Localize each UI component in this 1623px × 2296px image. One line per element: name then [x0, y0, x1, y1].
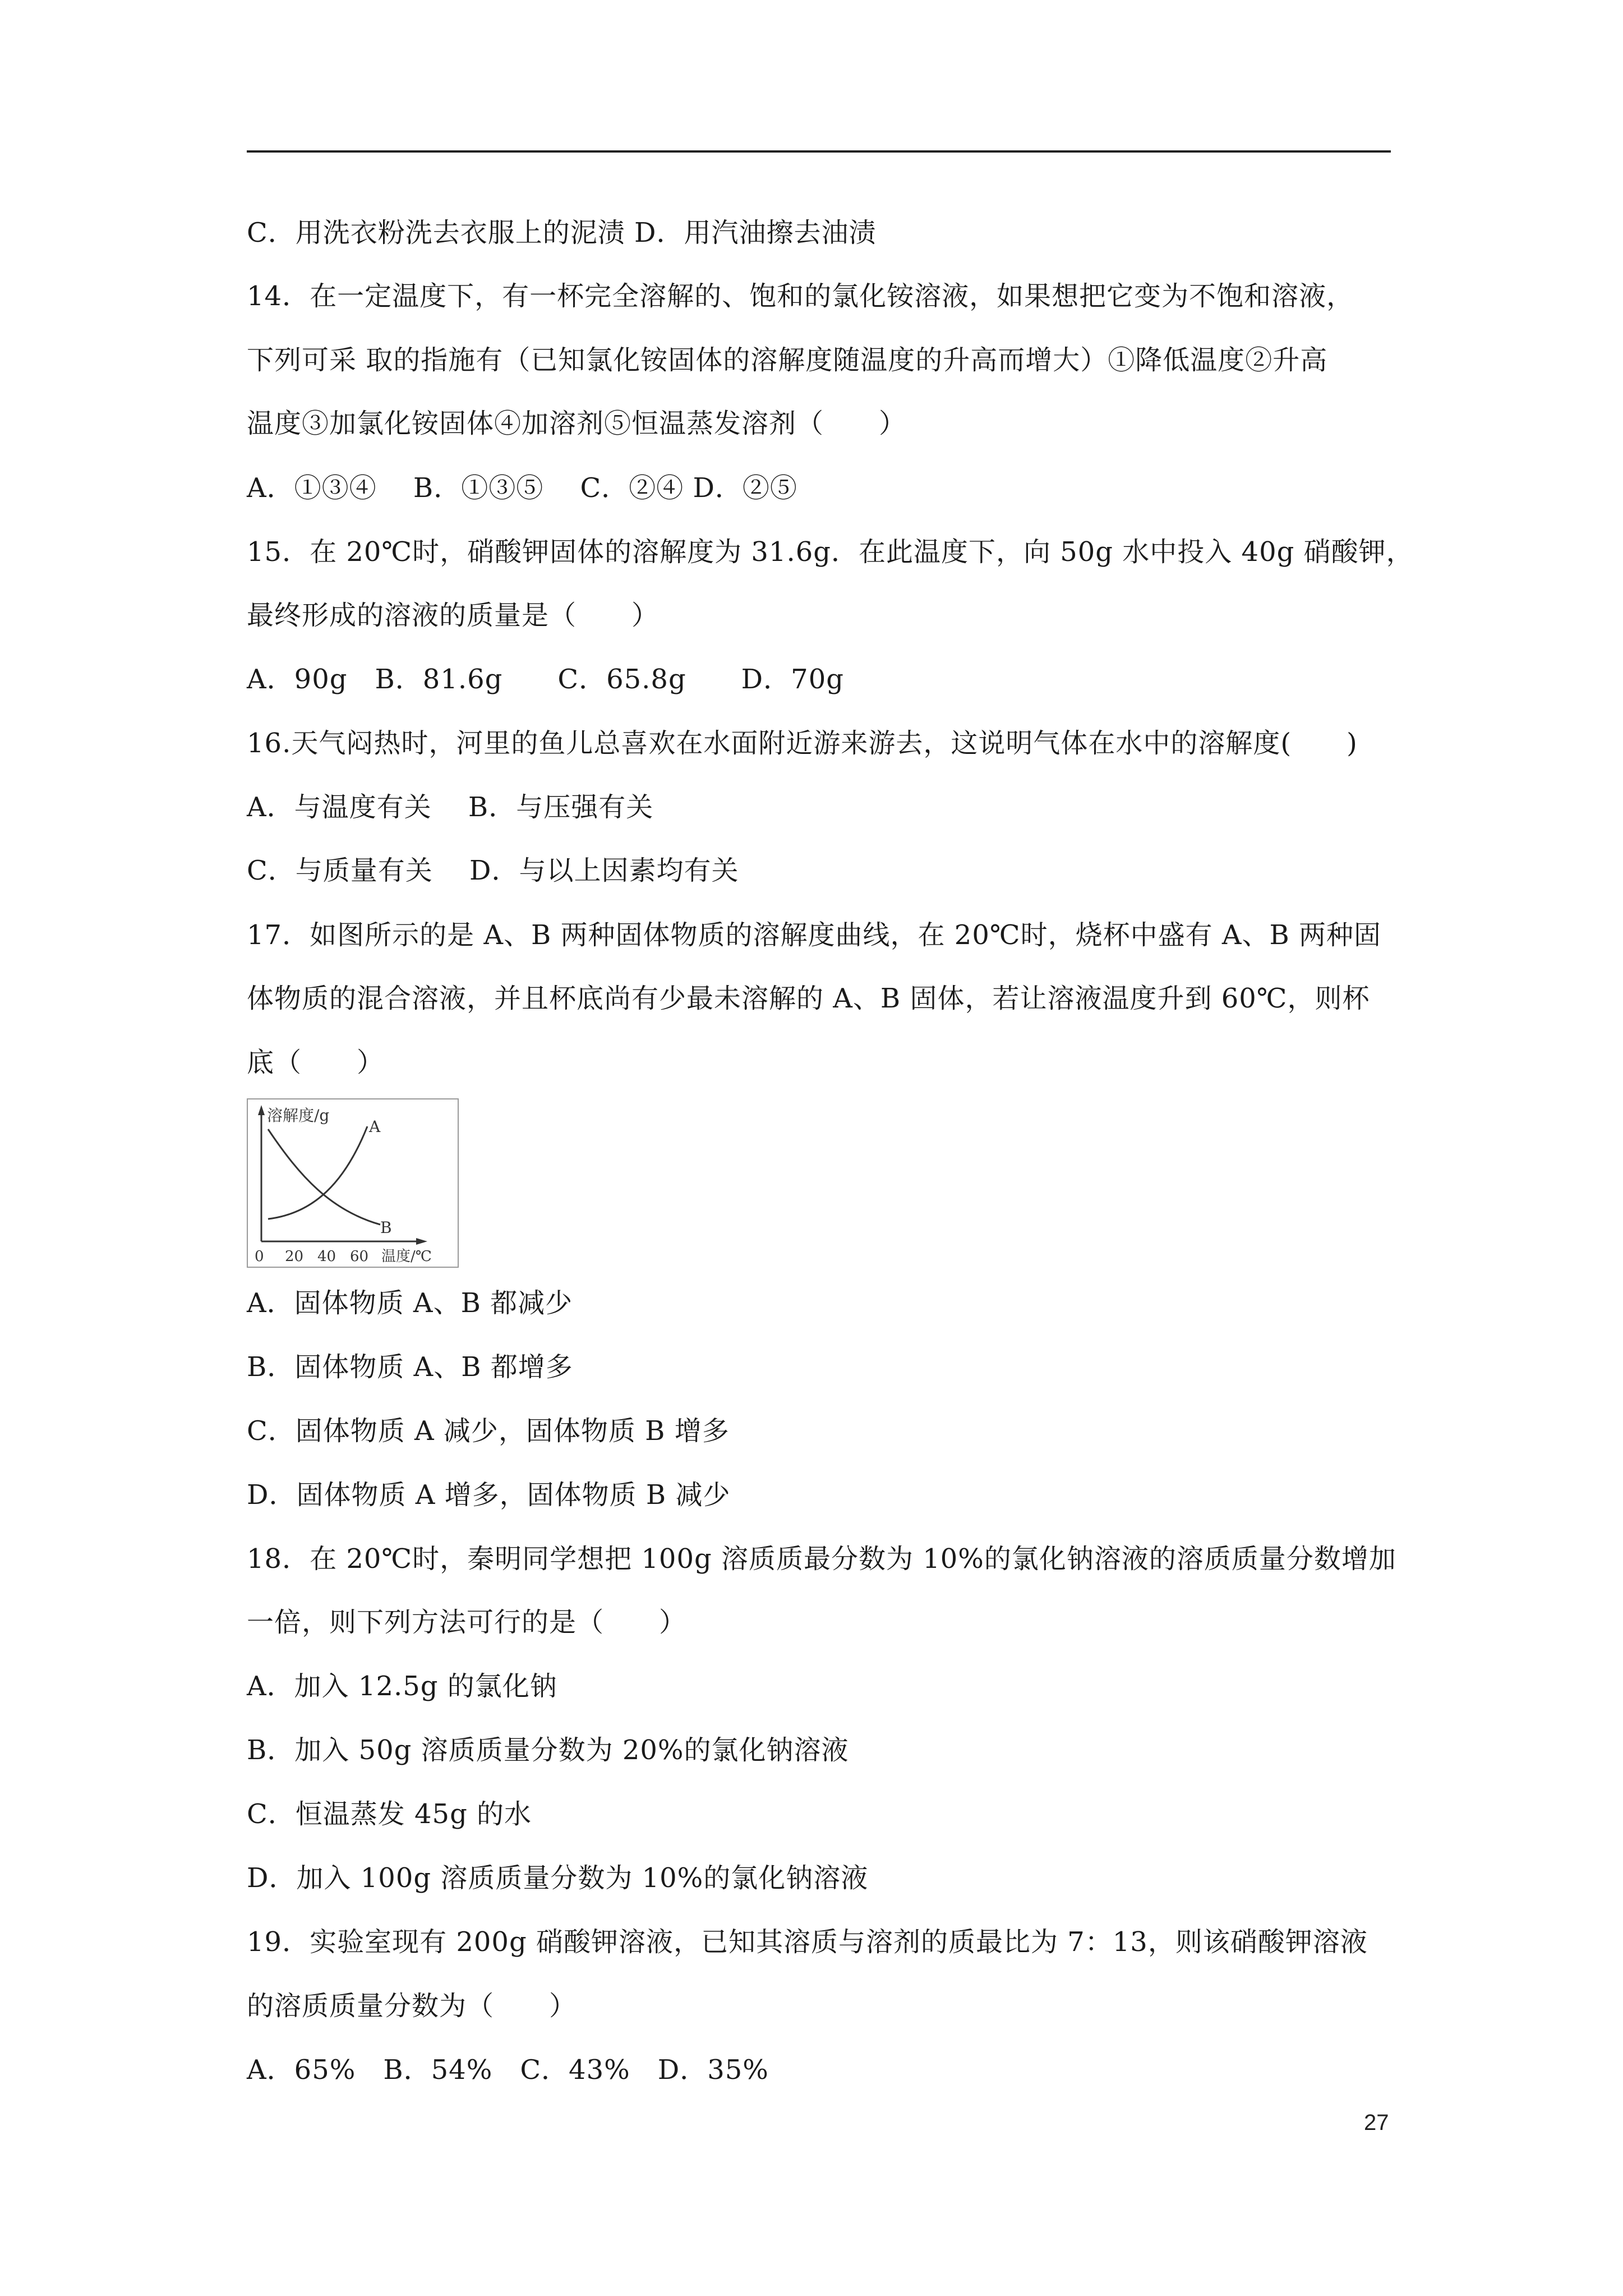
q17-option-a: A．固体物质 A、B 都减少 [247, 1287, 573, 1319]
q16-stem: 16.天气闷热时，河里的鱼儿总喜欢在水面附近游来游去，这说明气体在水中的溶解度( ) [247, 728, 1358, 759]
x-tick-20: 20 [285, 1248, 304, 1265]
curve-a [268, 1126, 367, 1219]
q14-stem-line1: 14．在一定温度下，有一杯完全溶解的、饱和的氯化铵溶液，如果想把它变为不饱和溶液， [247, 280, 1354, 312]
q17-stem-line2: 体物质的混合溶液，并且杯底尚有少最未溶解的 A、B 固体，若让溶液温度升到 60℃，则杯 [247, 983, 1370, 1014]
q18-option-a: A．加入 12.5g 的氯化钠 [247, 1671, 557, 1702]
q15-options: A．90g B．81.6g C．65.8g D．70g [247, 664, 844, 695]
q17-option-b: B．固体物质 A、B 都增多 [247, 1351, 573, 1383]
q18-stem-line2: 一倍，则下列方法可行的是（ ） [247, 1607, 687, 1638]
q19-stem-line2: 的溶质质量分数为（ ） [247, 1990, 577, 2022]
header-rule [247, 150, 1391, 153]
page-number: 27 [1364, 2110, 1389, 2135]
q16-options-cd: C．与质量有关 D．与以上因素均有关 [247, 855, 739, 886]
q18-option-c: C．恒温蒸发 45g 的水 [247, 1798, 532, 1830]
q19-options: A．65% B．54% C．43% D．35% [247, 2054, 769, 2086]
q17-option-d: D．固体物质 A 增多，固体物质 B 减少 [247, 1479, 731, 1511]
y-axis-arrow [258, 1105, 265, 1115]
q14-stem-line3: 温度③加氯化铵固体④加溶剂⑤恒温蒸发溶剂（ ） [247, 408, 907, 439]
q18-stem-line1: 18．在 20℃时，秦明同学想把 100g 溶质质最分数为 10%的氯化钠溶液的溶质质量分数增加 [247, 1543, 1396, 1575]
q14-stem-line2: 下列可采 取的指施有（已知氯化铵固体的溶解度随温度的升高而增大）①降低温度②升高 [247, 344, 1328, 376]
x-axis-label: 温度/℃ [381, 1248, 432, 1265]
q18-option-d: D．加入 100g 溶质质量分数为 10%的氯化钠溶液 [247, 1862, 869, 1894]
solubility-curve-figure [247, 1098, 459, 1268]
q17-option-c: C．固体物质 A 减少，固体物质 B 增多 [247, 1415, 730, 1447]
curve-a-label: A [369, 1117, 381, 1136]
y-axis-label: 溶解度/g [267, 1106, 330, 1125]
x-tick-40: 40 [317, 1248, 336, 1265]
q15-stem-line1: 15．在 20℃时，硝酸钾固体的溶解度为 31.6g．在此温度下，向 50g 水中投入 40g 硝酸钾， [247, 536, 1414, 568]
q15-stem-line2: 最终形成的溶液的质量是（ ） [247, 600, 660, 631]
x-tick-0: 0 [255, 1248, 264, 1265]
curve-b-label: B [380, 1218, 392, 1237]
q17-stem-line3: 底（ ） [247, 1047, 385, 1078]
q16-options-ab: A．与温度有关 B．与压强有关 [247, 792, 654, 823]
q18-option-b: B．加入 50g 溶质质量分数为 20%的氯化钠溶液 [247, 1734, 849, 1766]
solubility-curve-svg [247, 1098, 459, 1268]
x-axis-arrow [416, 1238, 427, 1245]
q19-stem-line1: 19．实验室现有 200g 硝酸钾溶液，已知其溶质与溶剂的质最比为 7：13，则该硝酸钾溶液 [247, 1926, 1368, 1958]
q14-options: A．①③④ B．①③⑤ C．②④ D．②⑤ [247, 472, 797, 504]
curve-b [268, 1129, 380, 1225]
q17-stem-line1: 17．如图所示的是 A、B 两种固体物质的溶解度曲线，在 20℃时，烧杯中盛有 A、B 两种固 [247, 919, 1382, 951]
x-tick-60: 60 [350, 1248, 369, 1265]
q13-options-cd: C．用洗衣粉洗去衣服上的泥渍 D．用汽油擦去油渍 [247, 217, 877, 249]
